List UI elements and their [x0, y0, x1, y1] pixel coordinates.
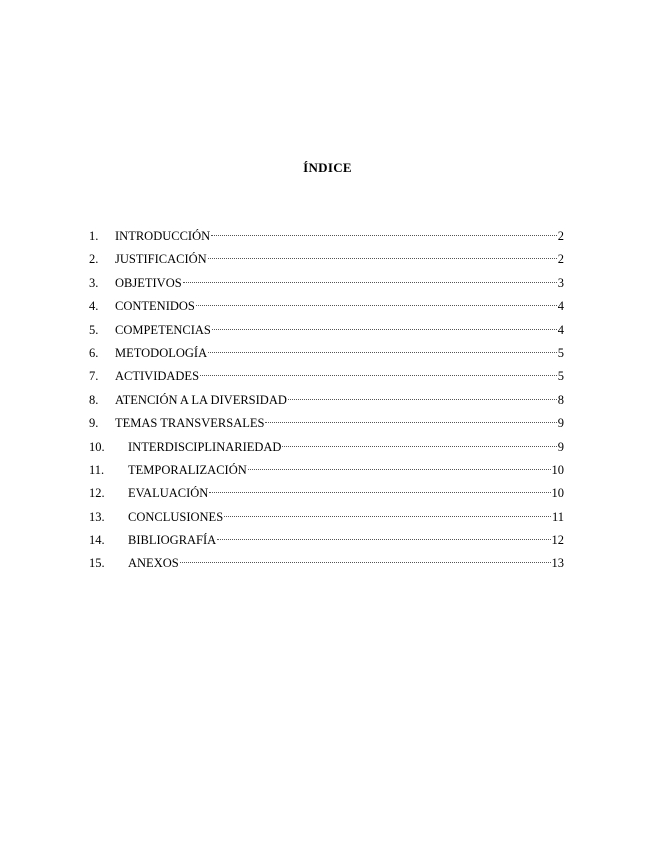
toc-entry-label: BIBLIOGRAFÍA: [128, 533, 217, 548]
dot-leader: [217, 539, 550, 540]
toc-entry-label: TEMPORALIZACIÓN: [128, 462, 247, 477]
toc-entry-number: 5.: [89, 322, 99, 337]
toc-entry-number: 4.: [89, 299, 99, 314]
toc-entry-page: 2: [557, 229, 564, 243]
toc-entry[interactable]: [89, 553, 564, 576]
toc-entry-label: TEMAS TRANSVERSALES: [115, 416, 265, 431]
toc-entry-label: COMPETENCIAS: [115, 322, 211, 337]
toc-entry-page: 3: [557, 275, 564, 290]
toc-entry-number: 10.: [89, 439, 105, 454]
toc-entry-label: CONTENIDOS: [115, 299, 195, 314]
dot-leader: [183, 282, 557, 283]
toc-entry-label: METODOLOGÍA: [115, 345, 208, 360]
toc-entry-number: 11.: [89, 462, 105, 477]
toc-entry-page: 4: [557, 299, 564, 314]
toc-entry[interactable]: [89, 530, 564, 553]
toc-entry-page: 10: [551, 486, 564, 501]
toc-entry-number: 7.: [89, 369, 99, 384]
toc-entry-page: 5: [557, 369, 564, 384]
toc-entry-number: 14.: [89, 533, 105, 548]
toc-entry-number: 3.: [89, 275, 99, 290]
dot-leader: [196, 305, 557, 306]
dot-leader: [212, 329, 557, 330]
toc-entry-label: INTERDISCIPLINARIEDAD: [128, 439, 282, 454]
toc-entry-number: 1.: [89, 229, 99, 243]
dot-leader: [248, 469, 551, 470]
toc-entry[interactable]: [89, 507, 564, 530]
toc-entry-page: 4: [557, 322, 564, 337]
toc-entry-label: CONCLUSIONES: [128, 509, 224, 524]
dot-leader: [200, 375, 557, 376]
dot-leader: [208, 258, 557, 259]
toc-entry-page: 10: [551, 462, 564, 477]
toc-entry[interactable]: [89, 390, 564, 413]
toc-entry[interactable]: [89, 343, 564, 366]
toc-entry-number: 6.: [89, 345, 99, 360]
toc-entry[interactable]: [89, 320, 564, 343]
toc-entry[interactable]: [89, 413, 564, 436]
toc-entry[interactable]: [89, 296, 564, 319]
toc-entry-number: 8.: [89, 392, 99, 407]
toc-entry-page: 12: [551, 533, 564, 548]
toc-entry-label: OBJETIVOS: [115, 275, 182, 290]
toc-entry-number: 13.: [89, 509, 105, 524]
dot-leader: [180, 562, 551, 563]
toc-entry-number: 15.: [89, 556, 105, 571]
toc-entry-label: ATENCIÓN A LA DIVERSIDAD: [115, 392, 287, 407]
dot-leader: [265, 422, 556, 423]
toc-entry-page: 13: [551, 556, 564, 571]
toc-entry-label: ANEXOS: [128, 556, 179, 571]
dot-leader: [282, 446, 556, 447]
toc-entry-page: 2: [557, 252, 564, 267]
toc-entry-label: INTRODUCCIÓN: [115, 229, 211, 243]
toc-entry[interactable]: [89, 483, 564, 506]
toc-entry[interactable]: [89, 437, 564, 460]
toc-entry[interactable]: [89, 273, 564, 296]
toc-entry[interactable]: [89, 366, 564, 389]
toc-entry-label: ACTIVIDADES: [115, 369, 200, 384]
toc-entry-number: 2.: [89, 252, 99, 267]
dot-leader: [211, 235, 557, 236]
toc-entry-number: 9.: [89, 416, 99, 431]
toc-entry-label: JUSTIFICACIÓN: [115, 252, 207, 267]
dot-leader: [208, 352, 557, 353]
dot-leader: [209, 492, 550, 493]
toc-entry[interactable]: [89, 460, 564, 483]
dot-leader: [224, 516, 551, 517]
toc-entry-page: 5: [557, 345, 564, 360]
toc-entry-page: 11: [551, 509, 564, 524]
toc-entry[interactable]: [89, 226, 564, 249]
toc-entry[interactable]: [89, 249, 564, 272]
toc-entry-page: 9: [557, 439, 564, 454]
table-of-contents: [89, 226, 564, 577]
dot-leader: [288, 399, 557, 400]
toc-entry-page: 9: [557, 416, 564, 431]
toc-entry-number: 12.: [89, 486, 105, 501]
toc-entry-page: 8: [557, 392, 564, 407]
page-title: ÍNDICE: [303, 160, 352, 175]
toc-entry-label: EVALUACIÓN: [128, 486, 209, 501]
